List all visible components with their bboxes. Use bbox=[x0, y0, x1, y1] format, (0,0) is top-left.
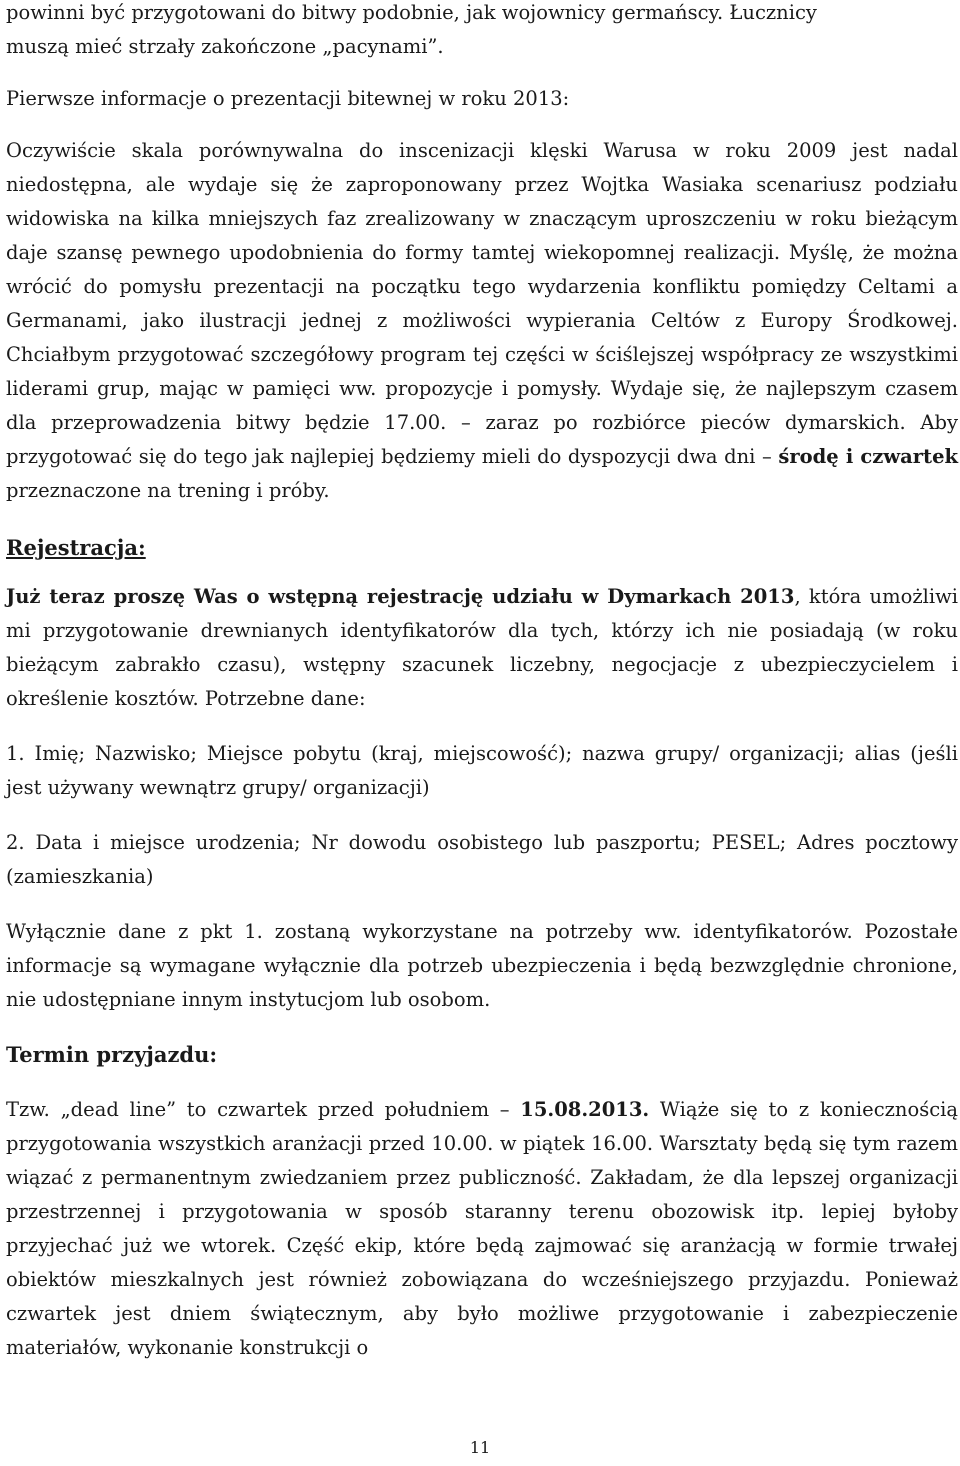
history-text-1: Oczywiście skala porównywalna do inscenizacji klęski Warusa w roku 2009 jest nadal niedostępna, ale wydaje się że zaproponowany przez Wojtka Wasiaka scenariusz podziału widowiska na kilka mniejszych faz zrealizowany w znaczącym uproszczeniu w roku bieżącym daje szansę pewnego upodobnienia do formy tamtej wiekopomnej realizacji. bbox=[6, 139, 958, 264]
arrival-text-1: Tzw. „dead line” to czwartek przed południem – bbox=[6, 1098, 521, 1121]
registration-paragraph bbox=[6, 580, 958, 716]
history-heading: Pierwsze informacje o prezentacji bitewnej w roku 2013: bbox=[6, 87, 570, 110]
history-text-3: przeznaczone na trening i próby. bbox=[6, 479, 330, 502]
registration-note: Wyłącznie dane z pkt 1. zostaną wykorzystane na potrzeby ww. identyfikatorów. Pozostałe informacje są wymagane wyłącznie dla potrzeb ubezpieczenia i będą bezwzględnie chronione, nie udostępniane innym instytucjom lub osobom. bbox=[6, 920, 958, 1011]
intro-line-2: muszą mieć strzały zakończone „pacynami”. bbox=[6, 35, 444, 58]
history-text-2: Myślę, że można wrócić do pomysłu prezentacji na początku tego wydarzenia konfliktu pomiędzy Celtami a Germanami, jako ilustracji jednej z możliwości wypierania Celtów z Europy Środkowej. Chciałbym przygotować szczegółowy program tej części w ściślejszej współpracy ze wszystkimi liderami grup, mając w pamięci ww. propozycje i pomysły. Wydaje się, że najlepszym czasem dla przeprowadzenia bitwy będzie 17.00. – zaraz po rozbiórce pieców dymarskich. Aby przygotować się do tego jak najlepiej będziemy mieli do dyspozycji dwa dni – bbox=[6, 241, 958, 468]
document-page bbox=[6, 0, 958, 1365]
arrival-text-2: Wiąże się to z koniecznością przygotowania wszystkich aranżacji przed 10.00. w piątek 16.00. Warsztaty będą się tym razem wiązać z permanentnym zwiedzaniem przez publiczność. Zakładam, że dla lepszej organizacji przestrzennej i przygotowania w sposób staranny terenu obozowisk itp. lepiej byłoby przyjechać już we wtorek. Część ekip, które będą zajmować się aranżacją w formie trwałej obiektów mieszkalnych jest również zobowiązana do wcześniejszego przyjazdu. Ponieważ czwartek jest dniem świątecznym, aby było możliwe przygotowanie i zabezpieczenie materiałów, wykonanie konstrukcji o bbox=[6, 1098, 958, 1359]
intro-paragraph bbox=[6, 0, 958, 64]
registration-item-2: 2. Data i miejsce urodzenia; Nr dowodu osobistego lub paszportu; PESEL; Adres pocztowy (zamieszkania) bbox=[6, 831, 958, 888]
registration-item-1: 1. Imię; Nazwisko; Miejsce pobytu (kraj, miejscowość); nazwa grupy/ organizacji; alias (jeśli jest używany wewnątrz grupy/ organizacji) bbox=[6, 742, 958, 799]
history-bold-days: środę i czwartek bbox=[778, 445, 958, 468]
registration-bold-request: Już teraz proszę Was o wstępną rejestrację udziału w Dymarkach 2013 bbox=[6, 585, 795, 608]
history-paragraph bbox=[6, 134, 958, 508]
arrival-date: 15.08.2013. bbox=[520, 1098, 650, 1121]
arrival-paragraph bbox=[6, 1093, 958, 1365]
intro-line-1: powinni być przygotowani do bitwy podobnie, jak wojownicy germańscy. Łucznicy bbox=[6, 1, 817, 24]
registration-heading: Rejestracja: bbox=[6, 535, 146, 560]
arrival-heading: Termin przyjazdu: bbox=[6, 1042, 218, 1067]
page-number: 11 bbox=[469, 1438, 491, 1457]
registration-text: , która umożliwi mi przygotowanie drewnianych identyfikatorów dla tych, którzy ich nie posiadają (w roku bieżącym zabrakło czasu), wstępny szacunek liczebny, negocjacje z ubezpieczycielem i określenie kosztów. Potrzebne dane: bbox=[6, 585, 959, 710]
